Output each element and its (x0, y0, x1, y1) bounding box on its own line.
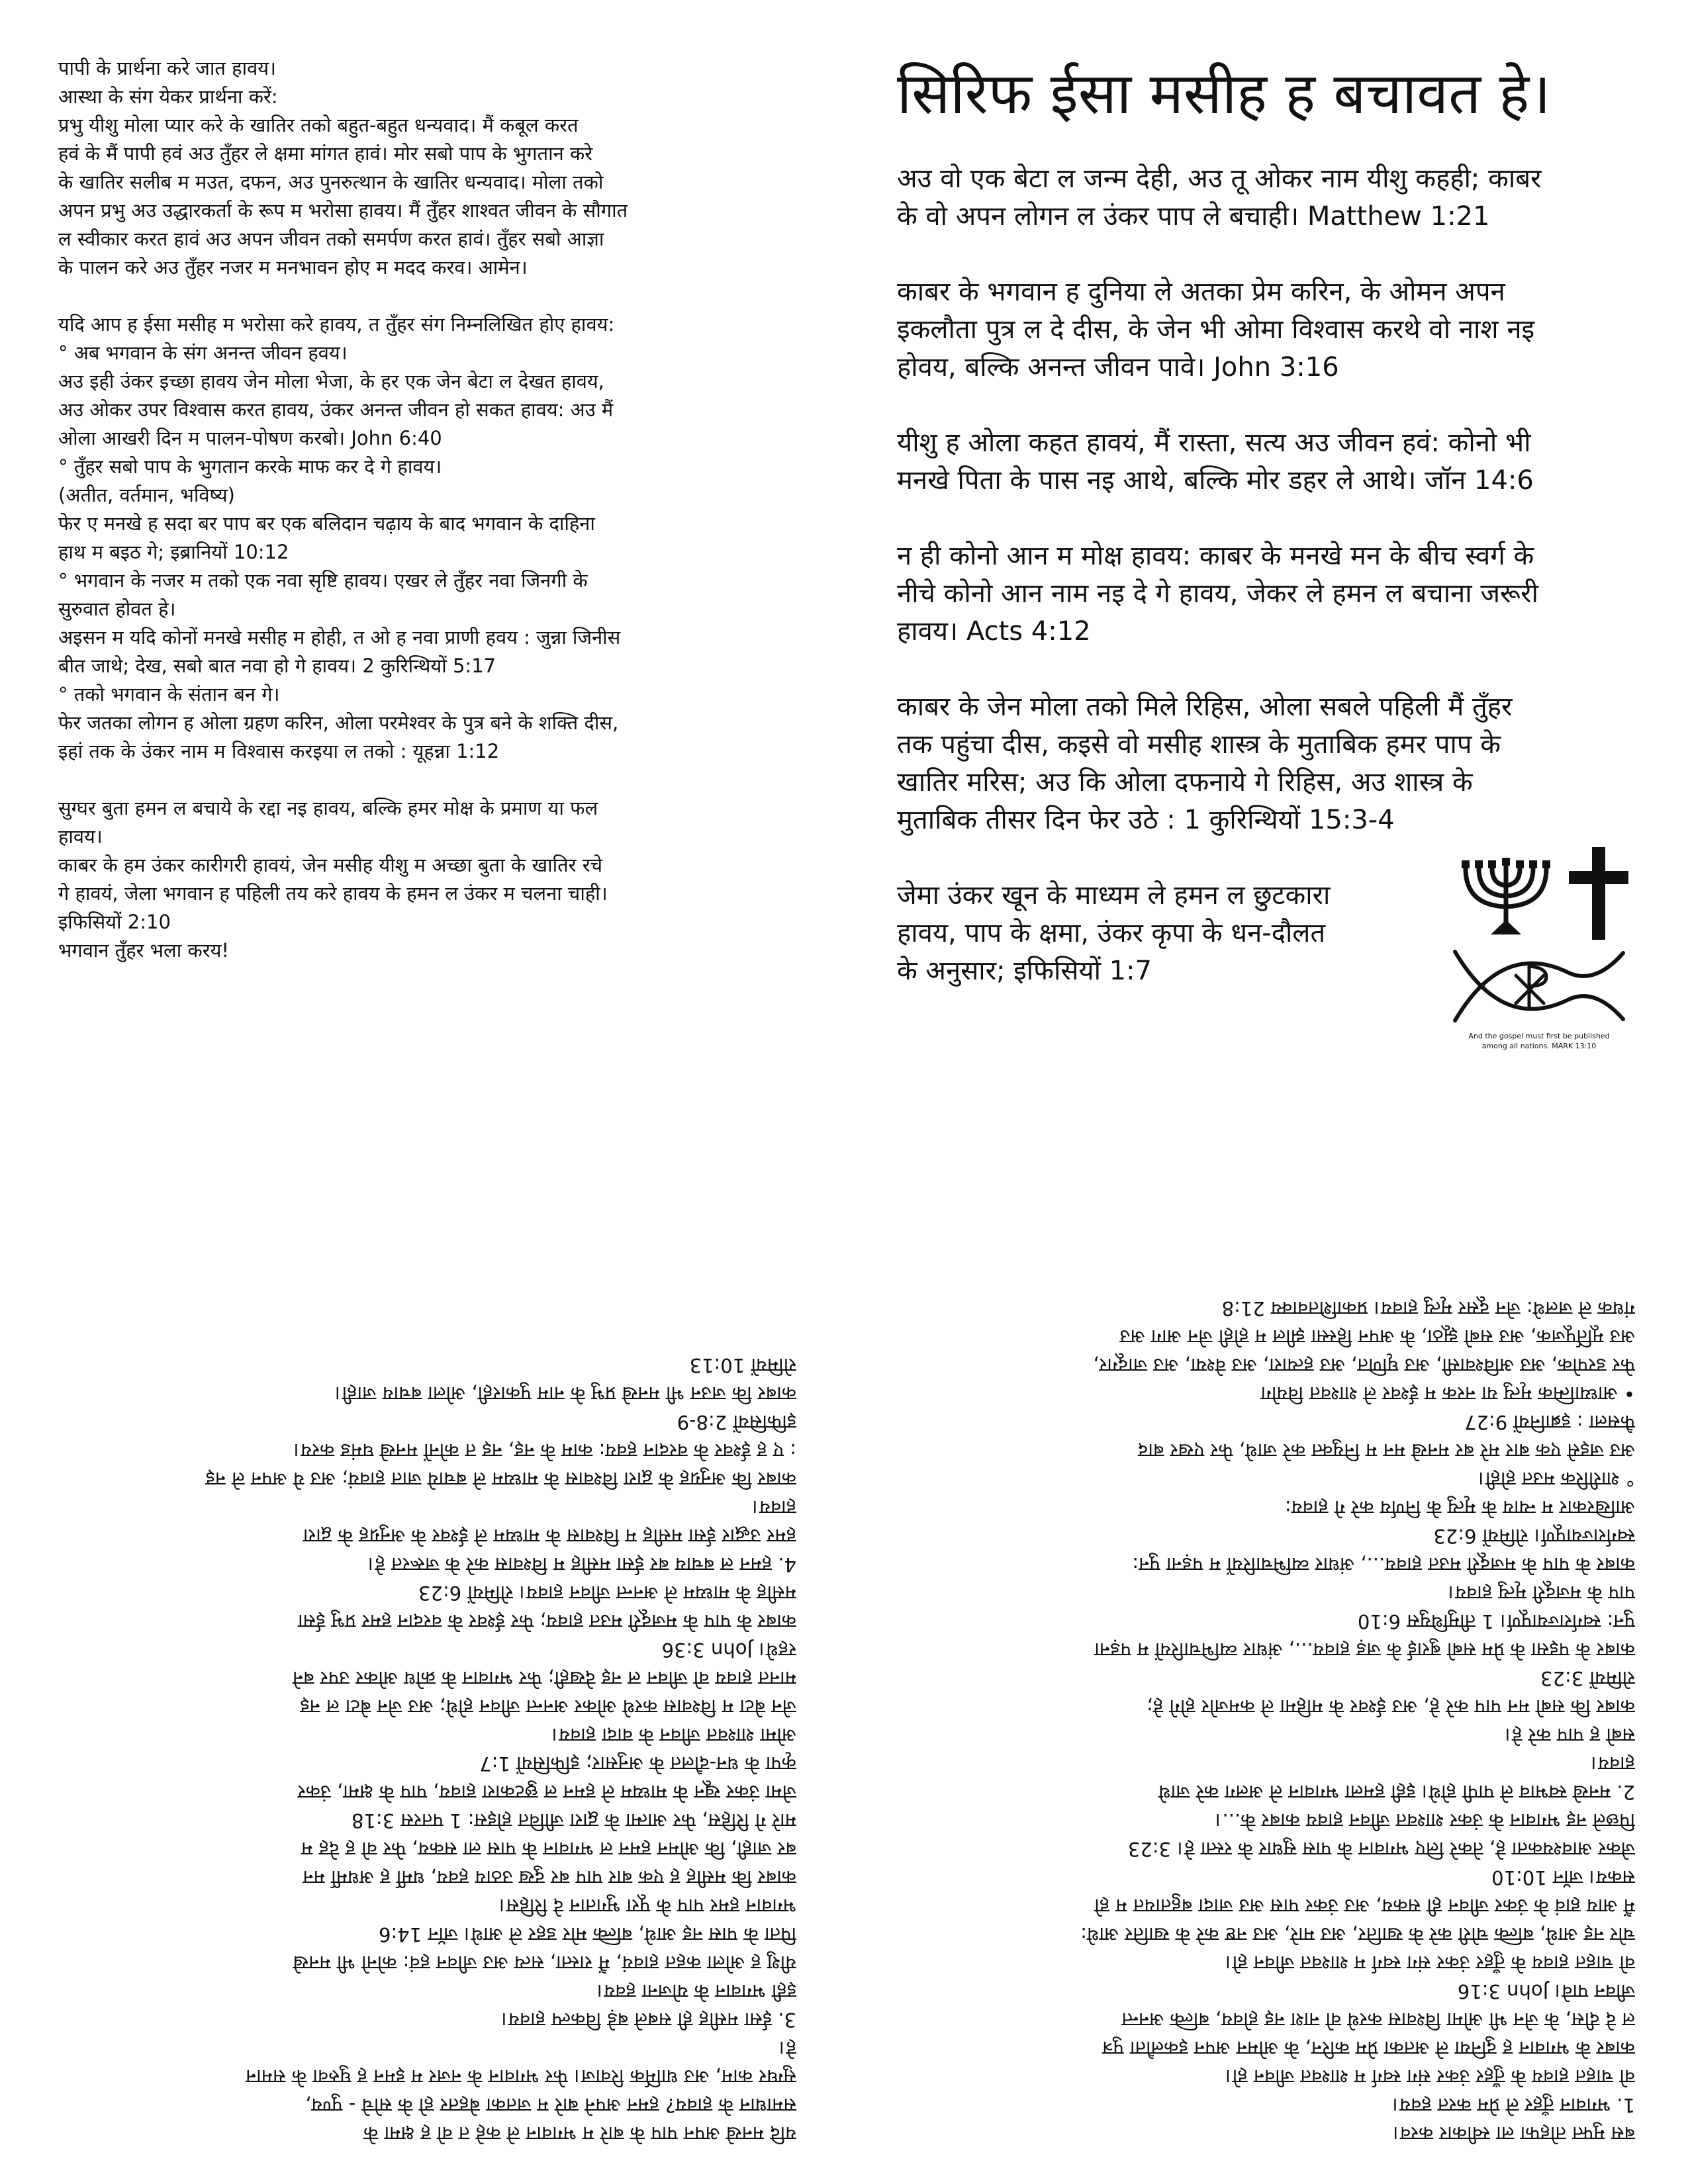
cross-icon (1569, 847, 1628, 940)
page-title: सिरिफ ईसा मसीह ह बचावत हे। (897, 61, 1551, 127)
flipped-right-text: बस मुफ्त तोहफा ला स्वीकार करव। 1. भगवान तुँहर ले प्रेम करत हवय। वो चाहत हावय के तुँहर उंकर संग स्वर्ग म शाश्वत जीवन हो। काबर के भगवान ह दुनिया ले अतका प्रेम करिन, के ओमन अपन इकलौता पुत्र ल दे दीस, के जेन भी ओमा विश्वास करथे वो नाश नइ होवय, बल्कि अनन्त जीवन पावे। John 3:16 वो चाहत हावय के तुँहर उंकर संग स्वर्ग म शाश्वत जीवन हो। चोर नइ आथे, बल्कि चोरी करे के खातिर, अउ मारे, अउ नष्ट करे के खातिर आथे: मैं आय हावं के उंकर जीवन ही सकय, अउ उंकर पास अउ जादा बहुतायत म हो सकय। जॉन 10:10 जेकर आवश्यकता हे, तेकरे लिए भगवान के पास सुधार के रस्ता हे। 3:23 पिछले नइ भगवान के उंकर शाश्वत जीवन हावय काबर के...। 2. मनखे स्वभाव ले पापी होथे। इही हमला भगवान ले अलग करे जाथे हावय। सबो ह पाप करे हे। काबर कि सबो मन पाप करे हे, अउ ईश्वर के महिमा ले कमजोर होगे हे; रोमियों 3:23 काबर के पइसा के प्रेम सबो बुराई के जड़ हावय..., अंधार व्यभिचारियों म पड़ना पुन: स्वर्गराज्यापूर्ण। 1 तीमुथियुस 6:10 पाप के मजदूरी मृत्यु हावय। काबर के पाप के मजदूरी मउत हावय..., अंधार व्यभिचारियों म पड़ना पुन: स्वर्गराज्यापूर्ण। रोमियों 6:23 आखिरकार म न्याय के मृत्यु के निर्णय करे गे हावय: ° शारीरिक मउत होही। अउ जइसे एक बार मरे बर मनखे मन म नियुक्त करे जाथे, फेर एखर बाद फैसला : इब्रानियों 9:27 • आध्यात्मिक मृत्यु या नरक म ईश्वर ले शाश्वत वियोग फेर डरपोक, अउ अविश्वासी, अउ घृणित, अउ हत्यारा, अउ वेश्या, अउ जादूगर, अउ मूर्तिपूजक, अउ सबो झूठा, के अपन हिस्सा झील म होही जेन आग अउ गंधक ले जलथे: जेन दूसर मृत्यु हावय। प्रकाशितवाक्य 21:8 (1080, 1297, 1635, 2145)
verse-john-3-16: काबर के भगवान ह दुनिया ले अतका प्रेम करिन, के ओमन अपन इकलौता पुत्र ल दे दीस, के जेन भी ओमा विश्वास करथे वो नाश नइ होवय, बल्कि अनन्त जीवन पावे। John 3:16 (897, 277, 1535, 383)
ichthys-icon (1450, 946, 1628, 1026)
faith-symbols (1436, 847, 1642, 1066)
verse-john-14-6: यीशु ह ओला कहत हावयं, मैं रास्ता, सत्य अउ जीवन हवं: कोनो भी मनखे पिता के पास नइ आथे, बल्कि मोर डहर ले आथे। जॉन 14:6 (897, 428, 1534, 496)
menorah-icon (1456, 854, 1556, 940)
prayer-body: प्रभु यीशु मोला प्यार करे के खातिर तको बहुत-बहुत धन्यवाद। मैं कबूल करत हवं के मैं पापी हवं अउ तुँहर ले क्षमा मांगत हावं। मोर सबो पाप के भुगतान करे के खातिर सलीब म मउत, दफन, अउ पुनरुत्थान के खातिर धन्यवाद। मोला तको अपन प्रभु अउ उद्धारकर्ता के रूप म भरोसा हावय। मैं तुँहर शाश्वत जीवन के सौगात ल स्वीकार करत हावं अउ अपन जीवन तको समर्पण करत हावं। तुँहर सबो आज्ञा के पालन करे अउ तुँहर नजर म मनभावन होए म मदद करव। आमेन। (58, 114, 628, 279)
prayer-heading: पापी के प्रार्थना करे जात हावय। (58, 57, 277, 79)
flipped-left-text: यदि मनखे अपन पाप के बारे म भगवान ले कहे त वो ह क्षमा के समाधान के हावय? हमन अपने बारे म जतका बेहतर हो के सोचे - पुण्य, सुग्घर काम, अउ धार्मिक रिवाज। फेर भगवान के नजर म इमन ह घुरुवा के समान हे। 3. ईसा मसीह ही सबले बड़े विकल्प हावय। इही भगवान के योजना हवय। यीशु ह ओला कहत हावयं, मैं रास्ता, सत्य अउ जीवन हवं: कोनो भी मनखे पिता के पास नइ आथे, बल्कि मोर डहर ले आथे। जॉन 14:6 भगवान हमर पाप के पूरा भुगतान दे रिहिस। काबर कि मसीह ह एक बार पाप बर दुख उठाय हवय, धर्मी ह अधर्मी मन बर जाही, कि ओमन हमन ल भगवान के पास ला सकय, फेर वो ह देह म मारे गे रिहिस, फेर आत्मा के द्वारा जीवित होइस: 1 पतरस 3:18 जेमा उंकर खून के माध्यम ले हमन ल छुटकारा हावय, पाप के क्षमा, उंकर कृपा के धन-दौलत के अनुसार; इफिसियों 1:7 ओमा शाश्वत जीवन के वादा हावय। जेन बेटा म विश्वास करथे ओकर अनन्त जीवन होथे; अउ जेन बेटा ल नइ मानत हावय वो जीवन ल नइ देखही; फेर भगवान के क्रोध ओकर उपर बने रहथे। John 3:36 काबर के पाप के मजदूरी मउत हावय; फेर ईश्वर के वरदान हमर प्रभु ईसा मसीह के माध्यम ले अनन्त जीवन हावय। रोमियों 6:23 4. हमन ल बचाय बर ईसा मसीह म विश्वास करे के जरूरत हे। हमर उद्धार ईसा मसीह म विश्वास के माध्यम ले ईश्वर के अनुग्रह के द्वारा हावय। काबर कि अनुग्रह के द्वारा विश्वास के माध्यम ले बचाये जात हावयं; अउ ये अपन ले नइ : ए ह ईश्वर के वरदान हवय: काम के नइ, नइ त कोनों मनखे घमंड करय। इफिसियों 2:8-9 काबर कि जउन भी मनखे प्रभु के नाम पुकारही, ओला बचाय जाही। रोमियों 10:13 (205, 1354, 796, 2145)
verse-ephesians-1-7: जेमा उंकर खून के माध्यम ले हमन ल छुटकारा हावय, पाप के क्षमा, उंकर कृपा के धन-दौलत के अनुसार; इफिसियों 1:7 (897, 880, 1331, 986)
verse-acts-4-12: न ही कोनो आन म मोक्ष हावय: काबर के मनखे मन के बीच स्वर्ग के नीचे कोनो आन नाम नइ दे गे हावय, जेकर ले हमन ल बचाना जरूरी हावय। Acts 4:12 (897, 541, 1538, 647)
flipped-column-left (65, 1155, 796, 2148)
flipped-column-right (907, 1155, 1635, 2148)
prayer-column (58, 54, 793, 965)
prayer-intro: आस्था के संग येकर प्रार्थना करें: (58, 85, 278, 108)
verse-1-corinthians-15: काबर के जेन मोला तको मिले रिहिस, ओला सबले पहिली मैं तुँहर तक पहुंचा दीस, कइसे वो मसीह शास्त्र के मुताबिक हमर पाप के खातिर मरिस; अउ कि ओला दफनाये गे रिहिस, अउ शास्त्र के मुताबिक तीसर दिन फेर उठे : 1 कुरिन्थियों 15:3-4 (897, 692, 1513, 835)
verse-matthew-1-21: अउ वो एक बेटा ल जन्म देही, अउ तू ओकर नाम यीशु कहही; काबर के वो अपन लोगन ल उंकर पाप ले बचाही। Matthew 1:21 (897, 163, 1542, 232)
symbols-caption: And the gospel must first be published among all nations. MARK 13:10 (1468, 1032, 1610, 1050)
salvation-benefits: यदि आप ह ईसा मसीह म भरोसा करे हावय, त तुँहर संग निम्नलिखित होए हावय: ° अब भगवान के संग अनन्त जीवन हवय। अउ इही उंकर इच्छा हावय जेन मोला भेजा, के हर एक जेन बेटा ल देखत हावय, अउ ओकर उपर विश्वास करत हावय, उंकर अनन्त जीवन हो सकत हावय: अउ मैं ओला आखरी दिन म पालन-पोषण करबो। John 6:40 ° तुँहर सबो पाप के भुगतान करके माफ कर दे गे हावय। (अतीत, वर्तमान, भविष्य) फेर ए मनखे ह सदा बर पाप बर एक बलिदान चढ़ाय के बाद भगवान के दाहिना हाथ म बइठ गे; इब्रानियों 10:12 ° भगवान के नजर म तको एक नवा सृष्टि हावय। एखर ले तुँहर नवा जिनगी के सुरुवात होवत हे। अइसन म यदि कोनों मनखे मसीह म होही, त ओ ह नवा प्राणी हवय : जुन्ना जिनीस बीत जाथे; देख, सबो बात नवा हो गे हावय। 2 कुरिन्थियों 5:17 ° तको भगवान के संतान बन गे। फेर जतका लोगन ह ओला ग्रहण करिन, ओला परमेश्वर के पुत्र बने के शक्ति दीस, इहां तक के उंकर नाम म विश्वास करइया ल तको : यूहन्ना 1:12 (58, 313, 621, 762)
good-works-note: सुग्घर बुता हमन ल बचाये के रद्दा नइ हावय, बल्कि हमर मोक्ष के प्रमाण या फल हावय। काबर के हम उंकर कारीगरी हावयं, जेन मसीह यीशु म अच्छा बुता के खातिर रचे गे हावयं, जेला भगवान ह पहिली तय करे हावय के हमन ल उंकर म चलना चाही। इफिसियों 2:10 भगवान तुँहर भला करय! (58, 797, 608, 962)
